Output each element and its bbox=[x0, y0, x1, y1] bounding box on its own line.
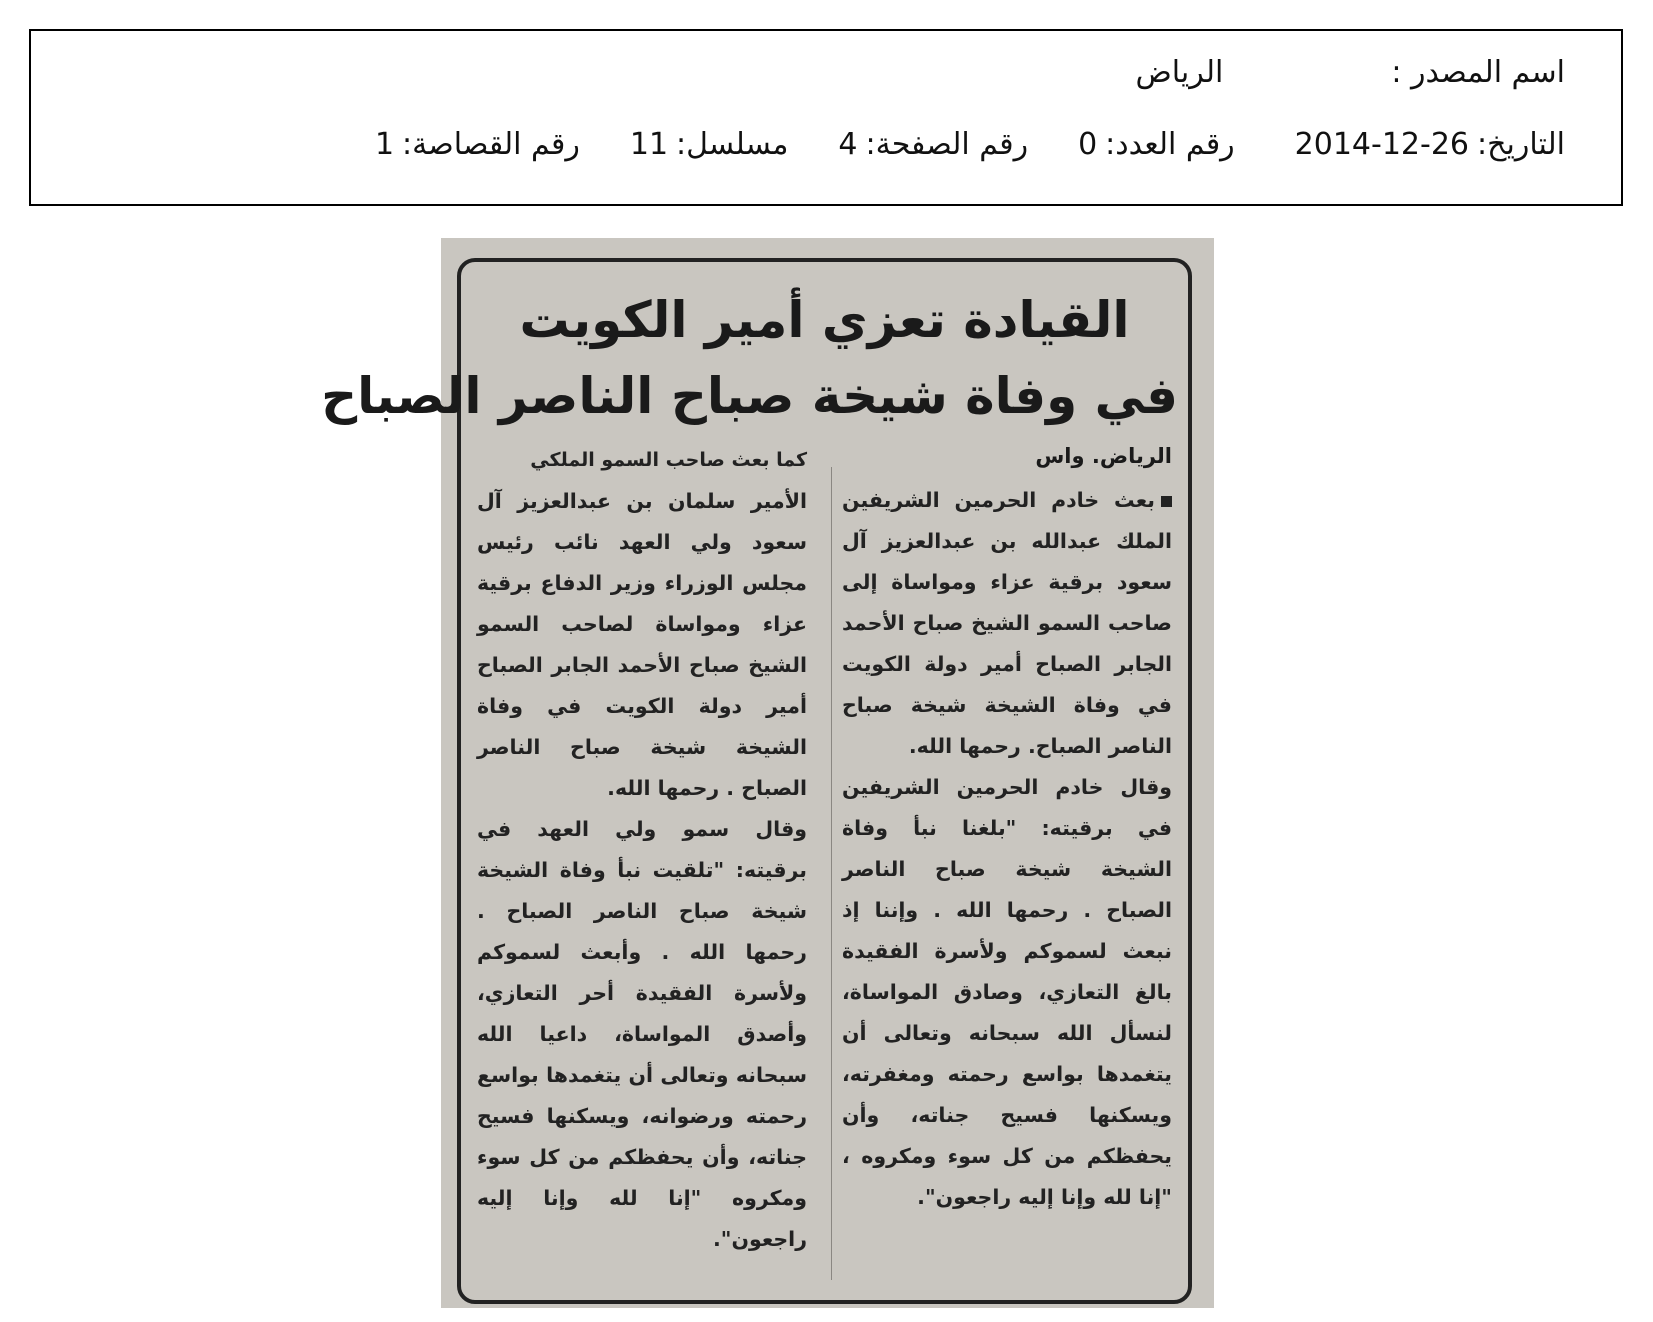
serial-value: 11 bbox=[629, 127, 669, 162]
page-value: 4 bbox=[838, 127, 858, 162]
issue-value: 0 bbox=[1078, 127, 1098, 162]
column-divider bbox=[831, 467, 832, 1280]
column-left-lead-in: كما بعث صاحب السمو الملكي bbox=[530, 449, 807, 471]
article-headline bbox=[321, 282, 1178, 434]
square-bullet-icon bbox=[1161, 496, 1172, 507]
article-column-right bbox=[842, 480, 1172, 1218]
column-right-paragraph-2: وقال خادم الحرمين الشريفين في برقيته: "بلغنا نبأ وفاة الشيخة شيخة صباح الناصر الصباح . رحمها الله . وإننا إذ نبعث لسموكم ولأسرة الفقيدة بالغ التعازي، وصادق المواساة، لنسأل الله سبحانه وتعالى أن يتغمدها بواسع رحمته ومغفرته، ويسكنها فسيح جناته، وأن يحفظكم من كل سوء ومكروه ، "إنا لله وإنا إليه راجعون". bbox=[842, 775, 1172, 1209]
date-label: التاريخ: bbox=[1477, 127, 1565, 162]
column-right-text-1: بعث خادم الحرمين الشريفين الملك عبدالله بن عبدالعزيز آل سعود برقية عزاء ومواساة إلى صاحب السمو الشيخ صباح الأحمد الجابر الصباح أمير دولة الكويت في وفاة الشيخة شيخة صباح الناصر الصباح. رحمها الله. bbox=[842, 488, 1172, 758]
article-column-left bbox=[477, 440, 807, 1260]
source-value: الرياض bbox=[1135, 55, 1224, 90]
article-dateline: الرياض. واس bbox=[1035, 444, 1172, 468]
newspaper-clipping bbox=[321, 238, 1214, 1308]
column-right-paragraph-1 bbox=[842, 480, 1172, 767]
headline-line-2: في وفاة شيخة صباح الناصر الصباح bbox=[321, 367, 1178, 425]
clip-value: 1 bbox=[374, 127, 395, 162]
clip-label: رقم القصاصة: bbox=[402, 127, 580, 162]
page-label: رقم الصفحة: bbox=[865, 127, 1029, 162]
article-frame bbox=[321, 258, 1192, 1304]
clipping-metadata-box bbox=[29, 29, 1623, 206]
column-left-paragraph-1: الأمير سلمان بن عبدالعزيز آل سعود ولي العهد نائب رئيس مجلس الوزراء وزير الدفاع برقية عزاء ومواساة لصاحب السمو الشيخ صباح الأحمد الجابر الصباح أمير دولة الكويت في وفاة الشيخة شيخة صباح الناصر الصباح . رحمها الله. bbox=[477, 489, 807, 800]
details-row bbox=[375, 127, 1565, 162]
source-label: اسم المصدر : bbox=[1391, 55, 1565, 90]
serial-label: مسلسل: bbox=[676, 127, 789, 162]
column-left-paragraph-2: وقال سمو ولي العهد في برقيته: "تلقيت نبأ وفاة الشيخة شيخة صباح الناصر الصباح . رحمها الله . وأبعث لسموكم ولأسرة الفقيدة أحر التعازي، وأصدق المواساة، داعيا الله سبحانه وتعالى أن يتغمدها بواسع رحمته ورضوانه، ويسكنها فسيح جناته، وأن يحفظكم من كل سوء ومكروه "إنا لله وإنا إليه راجعون". bbox=[477, 817, 807, 1251]
source-row bbox=[1136, 55, 1565, 90]
headline-line-1: القيادة تعزي أمير الكويت bbox=[519, 291, 1130, 349]
date-value: 2014-12-26 bbox=[1294, 127, 1470, 162]
issue-label: رقم العدد: bbox=[1105, 127, 1235, 162]
